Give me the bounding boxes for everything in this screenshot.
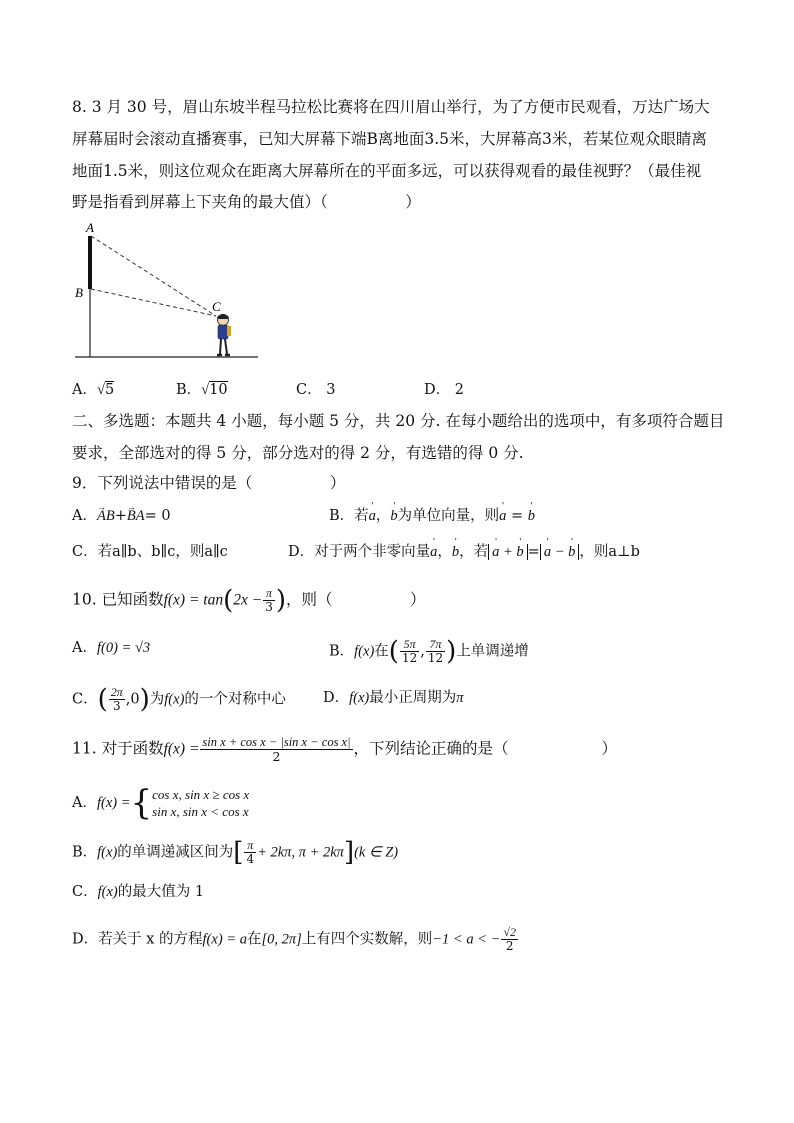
q8-option-a: A．√5 — [72, 382, 115, 398]
q9-stem: 9．下列说法中错误的是（ ） — [72, 474, 346, 492]
q9-option-b: B．若' a，' b为单位向量，则' a = ' b — [329, 506, 535, 526]
q9-option-c: C．若a∥b、b∥c，则a∥c — [72, 544, 228, 560]
q10-option-b: B．f(x)在( $\frac{5\pi}{12}$ , $\frac{7\pi}{12}$ )上单调递增 — [329, 636, 529, 667]
label-a: A — [86, 220, 94, 235]
q9-option-d: D．对于两个非零向量' a，' b，若' a + ' b =' a − ' b ，则a⊥b — [288, 542, 640, 562]
q8-option-c: C． 3 — [296, 382, 336, 398]
label-b: B — [75, 285, 83, 300]
spectator-figure — [217, 314, 231, 355]
section2-line1: 二、多选题：本题共 4 小题，每小题 5 分，共 20 分. 在每小题给出的选项中，有多项符合题目 — [72, 412, 725, 430]
q10-option-a: A．f(0) = √3 — [72, 640, 151, 656]
q8-line4: 野是指看到屏幕上下夹角的最大值）（ ） — [72, 193, 421, 211]
q8-line1: 8. 3 月 30 号，眉山东坡半程马拉松比赛将在四川眉山举行，为了方便市民观看，万达广场大 — [72, 98, 710, 116]
q10-stem: 10. 已知函数f(x) = tan(2x − $\frac{\pi}{3}$ )，则（ ） — [72, 585, 426, 616]
q11-option-d: D．若关于 x 的方程f(x) = a在[0, 2π]上有四个实数解，则−1 < a < − $\frac{√2}{2}$ — [72, 925, 516, 953]
q11-option-c: C．f(x)的最大值为 1 — [72, 884, 205, 900]
sightline-a — [91, 236, 216, 316]
q10-option-c: C．( $\frac{2\pi}{3}$ ,0)为f(x)的一个对称中心 — [72, 684, 286, 715]
q8-option-b: B．√10 — [176, 382, 228, 398]
q9-option-a: A．→ AB+→ BA= 0 — [72, 506, 171, 526]
q11-stem: 11. 对于函数f(x) = $\frac{\text{sin x + cos x − |sin x − cos x|}}{2}$ ，下列结论正确的是（ ） — [72, 735, 618, 764]
q8-figure — [72, 218, 262, 363]
q11-option-a: A．f(x) ={ cos x, sin x ≥ cos x sin x, sin x < cos x — [72, 783, 250, 823]
q11-option-b: B．f(x)的单调递减区间为[ $\frac{\pi}{4}$ + 2kπ, π + 2kπ](k ∈ Z) — [72, 837, 399, 868]
sightline-b — [91, 289, 216, 316]
q10-option-d: D．f(x)最小正周期为π — [323, 690, 464, 706]
q8-line3: 地面1.5米，则这位观众在距离大屏幕所在的平面多远，可以获得观看的最佳视野？（最佳视 — [72, 162, 702, 180]
label-c: C — [212, 299, 221, 314]
q8-option-d: D． 2 — [424, 382, 464, 398]
section2-line2: 要求，全部选对的得 5 分，部分选对的得 2 分，有选错的得 0 分. — [72, 444, 524, 462]
q8-line2: 屏幕届时会滚动直播赛事，已知大屏幕下端B离地面3.5米，大屏幕高3米，若某位观众眼睛离 — [72, 130, 707, 148]
